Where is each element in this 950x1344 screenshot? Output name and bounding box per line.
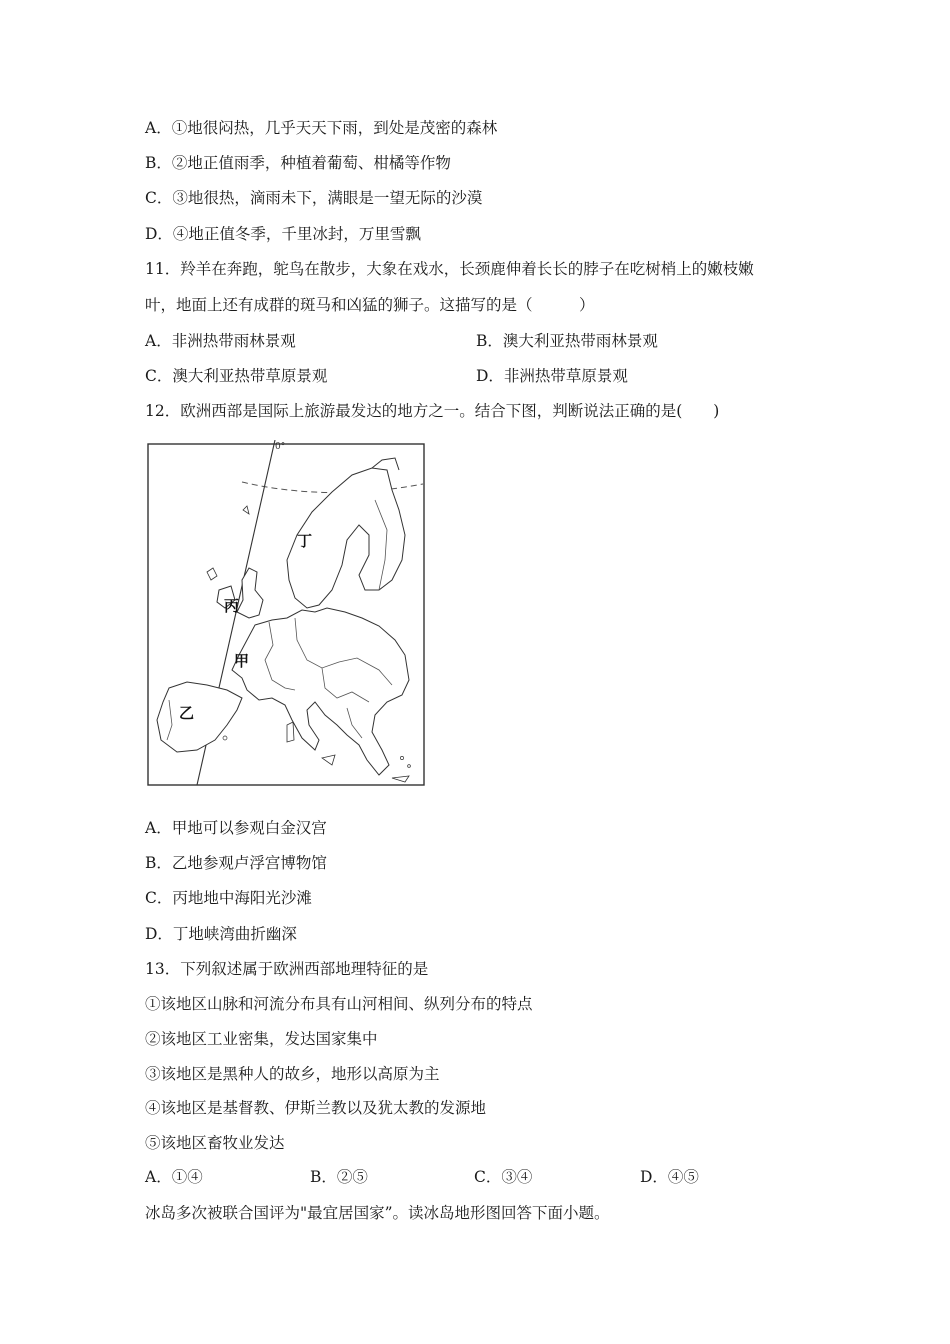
- q12-option-c: C．丙地地中海阳光沙滩: [145, 889, 312, 907]
- q13-option-b: B．②⑤: [310, 1168, 368, 1186]
- q10-option-c: C．③地很热，滴雨未下，满眼是一望无际的沙漠: [145, 189, 483, 207]
- q12-option-a: A．甲地可以参观白金汉宫: [145, 819, 327, 837]
- q13-option-a: A．①④: [145, 1168, 203, 1186]
- q11-option-a: A．非洲热带雨林景观: [145, 332, 296, 350]
- q11-option-b: B．澳大利亚热带雨林景观: [476, 332, 658, 350]
- aegean-island-2: [408, 765, 411, 768]
- europe-map-svg: [147, 440, 425, 786]
- q12-stem: 12．欧洲西部是国际上旅游最发达的地方之一。结合下图，判断说法正确的是( ): [145, 402, 720, 420]
- meridian-label: 0°: [275, 442, 286, 452]
- q13-item-4: ④该地区是基督教、伊斯兰教以及犹太教的发源地: [145, 1099, 487, 1117]
- map-label-ding: 丁: [297, 532, 313, 550]
- map-label-yi: 乙: [179, 704, 195, 722]
- corsica-sardinia: [287, 722, 294, 742]
- balearic: [223, 736, 227, 740]
- q12-option-b: B．乙地参观卢浮宫博物馆: [145, 854, 327, 872]
- aegean-island-1: [400, 756, 403, 759]
- q13-option-d: D．④⑤: [640, 1168, 699, 1186]
- q13-item-5: ⑤该地区畜牧业发达: [145, 1134, 285, 1152]
- q13-item-2: ②该地区工业密集，发达国家集中: [145, 1030, 378, 1048]
- q11-option-c: C．澳大利亚热带草原景观: [145, 367, 328, 385]
- q10-option-a: A．①地很闷热，几乎天天下雨，到处是茂密的森林: [145, 119, 498, 137]
- q11-stem-line1: 11．羚羊在奔跑，鸵鸟在散步，大象在戏水，长颈鹿伸着长长的脖子在吃树梢上的嫩枝嫩: [145, 260, 754, 278]
- q11-option-d: D．非洲热带草原景观: [476, 367, 628, 385]
- q13-item-3: ③该地区是黑种人的故乡，地形以高原为主: [145, 1065, 440, 1083]
- map-label-bing: 丙: [224, 597, 240, 615]
- iceland-intro: 冰岛多次被联合国评为"最宜居国家”。读冰岛地形图回答下面小题。: [145, 1204, 610, 1222]
- q13-option-c: C．③④: [474, 1168, 533, 1186]
- q13-item-1: ①该地区山脉和河流分布具有山河相间、纵列分布的特点: [145, 995, 533, 1013]
- q10-option-b: B．②地正值雨季，种植着葡萄、柑橘等作物: [145, 154, 451, 172]
- q13-stem: 13．下列叙述属于欧洲西部地理特征的是: [145, 960, 429, 978]
- q12-option-d: D．丁地峡湾曲折幽深: [145, 925, 297, 943]
- q10-option-d: D．④地正值冬季，千里冰封，万里雪飘: [145, 225, 421, 243]
- europe-west-map: [147, 440, 425, 786]
- map-label-jia: 甲: [234, 652, 250, 670]
- q11-stem-line2: 叶，地面上还有成群的斑马和凶猛的狮子。这描写的是（ ）: [145, 296, 595, 314]
